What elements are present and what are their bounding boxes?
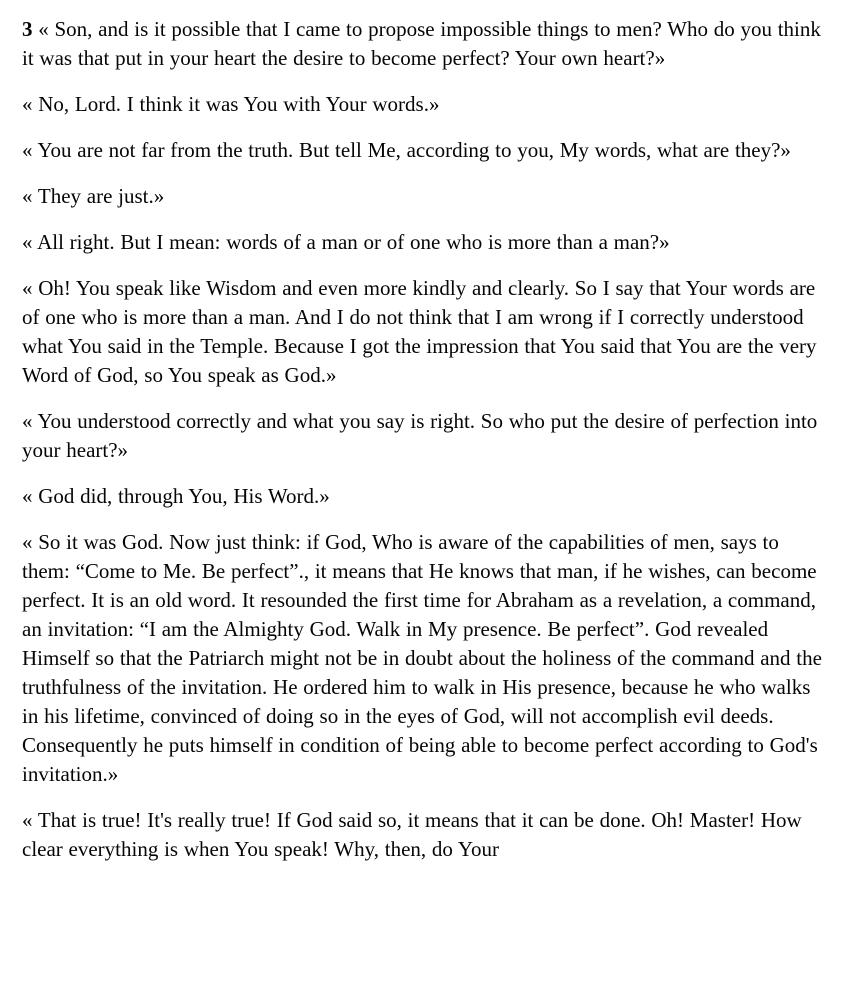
paragraph: « No, Lord. I think it was You with Your words.» [22,92,440,116]
paragraph: « Oh! You speak like Wisdom and even more kindly and clearly. So I say that Your words are of one who is more than a man. And I do not think that I am wrong if I correctly understood what You said in the Temple. Because I got the impression that You said that You are the very Word of God, so You speak as God.» [22,276,817,387]
scan-artifact [0,214,4,229]
scan-artifact [0,192,4,207]
paragraph-text: « Son, and is it possible that I came to propose impossible things to men? Who do you think it was that put in your heart the desire to become perfect? Your own heart?» [22,17,821,70]
paragraph: « You understood correctly and what you say is right. So who put the desire of perfection into your heart?» [22,409,818,462]
paragraph [22,15,824,73]
paragraph: « So it was God. Now just think: if God, Who is aware of the capabilities of men, says to them: “Come to Me. Be perfect”., it means that He knows that man, if he wishes, can become perfect. It is an old word. It resounded the first time for Abraham as a revelation, a command, an invitation: “I am the Almighty God. Walk in My presence. Be perfect”. God revealed Himself so that the Patriarch might not be in doubt about the holiness of the command and the truthfulness of the invitation. He ordered him to walk in His presence, because he who walks in his lifetime, convinced of doing so in the eyes of God, will not accomplish evil deeds. Consequently he puts himself in condition of being able to become perfect according to God's invitation.» [22,530,822,786]
paragraph: « That is true! It's really true! If God said so, it means that it can be done. Oh! Master! How clear everything is when You speak! Why, then, do Your [22,808,802,861]
paragraph: « You are not far from the truth. But tell Me, according to you, My words, what are they?» [22,138,791,162]
paragraph: « They are just.» [22,184,165,208]
scan-artifact [0,52,4,67]
paragraph: « God did, through You, His Word.» [22,484,330,508]
scan-artifact [0,820,4,835]
paragraph-number: 3 [22,17,33,41]
paragraph: « All right. But I mean: words of a man or of one who is more than a man?» [22,230,670,254]
